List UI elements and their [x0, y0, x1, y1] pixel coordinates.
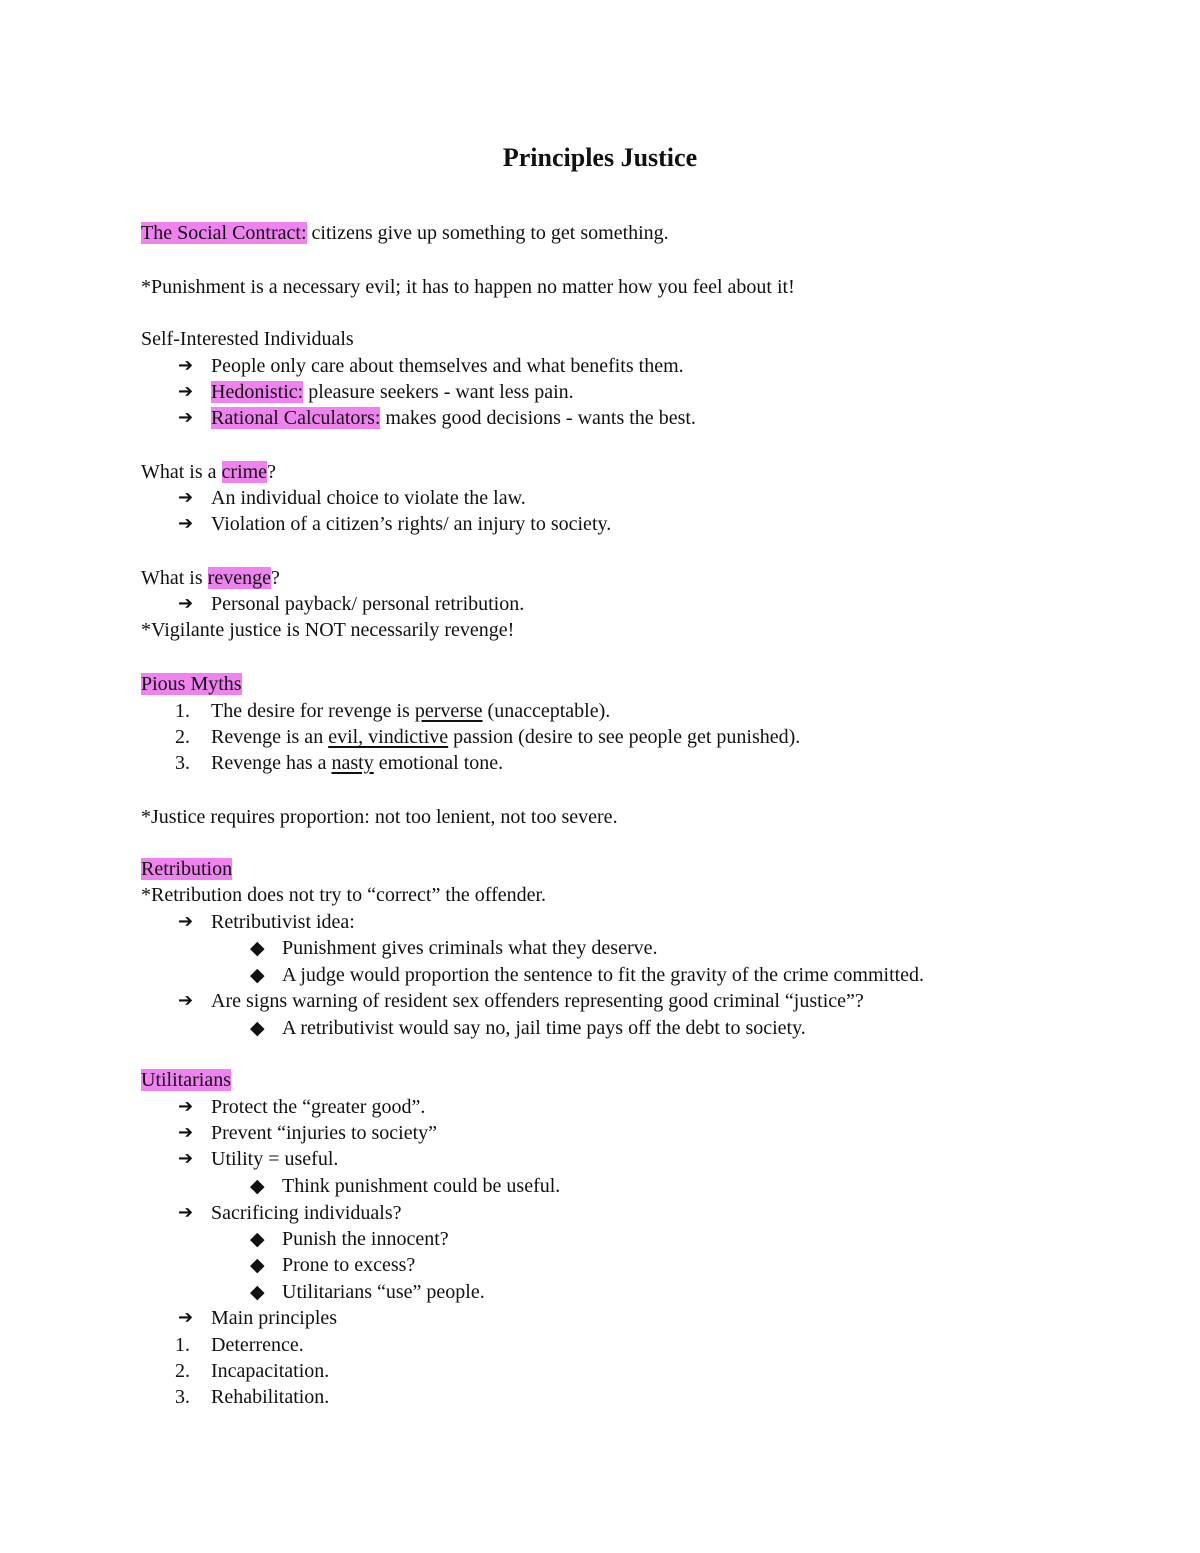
retribution-term: Retribution — [141, 858, 233, 880]
list-subitem: Punishment gives criminals what they deserve. — [282, 937, 658, 959]
crime-term: crime — [221, 461, 268, 483]
diamond-bullet-icon: ◆ — [250, 1228, 265, 1250]
diamond-bullet-icon: ◆ — [250, 964, 265, 986]
list-item: Prevent “injuries to society” — [211, 1122, 438, 1144]
list-item: Deterrence. — [211, 1334, 304, 1356]
justice-note: *Justice requires proportion: not too lenient, not too severe. — [141, 806, 618, 828]
diamond-bullet-icon: ◆ — [250, 1281, 265, 1303]
list-item: People only care about themselves and what benefits them. — [211, 355, 684, 377]
list-subitem: A retributivist would say no, jail time pays off the debt to society. — [282, 1017, 806, 1039]
list-item: Incapacitation. — [211, 1360, 330, 1382]
arrow-bullet-icon: ➔ — [178, 381, 194, 402]
list-item: Violation of a citizen’s rights/ an injury to society. — [211, 513, 612, 535]
myth-1-text-b: (unacceptable). — [482, 700, 611, 722]
list-item: Main principles — [211, 1307, 338, 1329]
myth-2-text-b: passion (desire to see people get punished). — [448, 726, 801, 748]
myth-1-underlined: perverse — [414, 700, 483, 722]
arrow-bullet-icon: ➔ — [178, 1307, 194, 1328]
social-contract-line — [141, 220, 669, 246]
myth-2-underlined: evil, vindictive — [328, 726, 449, 748]
list-item — [211, 698, 610, 724]
list-item: Rehabilitation. — [211, 1386, 330, 1408]
crime-question-prefix: What is a — [141, 461, 222, 483]
arrow-bullet-icon: ➔ — [178, 1096, 194, 1117]
list-number: 1. — [175, 700, 190, 722]
list-number: 3. — [175, 1386, 190, 1408]
arrow-bullet-icon: ➔ — [178, 1202, 194, 1223]
hedonistic-text: pleasure seekers - want less pain. — [303, 381, 574, 403]
list-item — [211, 379, 574, 405]
diamond-bullet-icon: ◆ — [250, 937, 265, 959]
revenge-question-prefix: What is — [141, 567, 208, 589]
list-item: Personal payback/ personal retribution. — [211, 593, 525, 615]
crime-question-suffix: ? — [267, 461, 276, 483]
retribution-heading — [141, 856, 232, 882]
pious-myths-term: Pious Myths — [141, 673, 242, 695]
list-subitem: Think punishment could be useful. — [282, 1175, 561, 1197]
myth-1-text-a: The desire for revenge is — [211, 700, 415, 722]
social-contract-text: citizens give up something to get something. — [306, 222, 669, 244]
arrow-bullet-icon: ➔ — [178, 911, 194, 932]
self-interested-heading: Self-Interested Individuals — [141, 328, 354, 350]
list-number: 3. — [175, 752, 190, 774]
vigilante-note: *Vigilante justice is NOT necessarily revenge! — [141, 619, 515, 641]
list-item: Are signs warning of resident sex offenders representing good criminal “justice”? — [211, 990, 864, 1012]
list-subitem: Utilitarians “use” people. — [282, 1281, 485, 1303]
list-item: Retributivist idea: — [211, 911, 355, 933]
list-subitem: A judge would proportion the sentence to fit the gravity of the crime committed. — [282, 964, 925, 986]
list-item: Protect the “greater good”. — [211, 1096, 426, 1118]
list-item: Sacrificing individuals? — [211, 1202, 402, 1224]
list-item — [211, 405, 696, 431]
list-subitem: Punish the innocent? — [282, 1228, 449, 1250]
pious-myths-heading — [141, 671, 242, 697]
utilitarians-heading — [141, 1067, 231, 1093]
revenge-question-suffix: ? — [270, 567, 280, 589]
list-number: 1. — [175, 1334, 190, 1356]
crime-question — [141, 459, 276, 485]
list-item — [211, 750, 503, 776]
list-subitem: Prone to excess? — [282, 1254, 416, 1276]
arrow-bullet-icon: ➔ — [178, 990, 194, 1011]
retribution-note: *Retribution does not try to “correct” the offender. — [141, 884, 547, 906]
page-title: Principles Justice — [502, 143, 698, 172]
list-number: 2. — [175, 726, 190, 748]
arrow-bullet-icon: ➔ — [178, 487, 194, 508]
myth-3-text-a: Revenge has a — [211, 752, 332, 774]
diamond-bullet-icon: ◆ — [250, 1017, 265, 1039]
arrow-bullet-icon: ➔ — [178, 1122, 194, 1143]
arrow-bullet-icon: ➔ — [178, 513, 194, 534]
rational-calculators-term: Rational Calculators: — [211, 407, 381, 429]
diamond-bullet-icon: ◆ — [250, 1254, 265, 1276]
punishment-note: *Punishment is a necessary evil; it has to happen no matter how you feel about it! — [141, 276, 795, 298]
utilitarians-term: Utilitarians — [141, 1069, 231, 1091]
list-item: An individual choice to violate the law. — [211, 487, 526, 509]
rational-calculators-text: makes good decisions - wants the best. — [380, 407, 696, 429]
revenge-question — [141, 565, 280, 591]
list-item: Utility = useful. — [211, 1148, 339, 1170]
revenge-term: revenge — [207, 567, 271, 589]
diamond-bullet-icon: ◆ — [250, 1175, 265, 1197]
myth-3-underlined: nasty — [331, 752, 374, 774]
myth-3-text-b: emotional tone. — [373, 752, 504, 774]
arrow-bullet-icon: ➔ — [178, 593, 194, 614]
list-number: 2. — [175, 1360, 190, 1382]
hedonistic-term: Hedonistic: — [211, 381, 304, 403]
list-item — [211, 724, 800, 750]
arrow-bullet-icon: ➔ — [178, 1148, 194, 1169]
myth-2-text-a: Revenge is an — [211, 726, 329, 748]
social-contract-term: The Social Contract: — [141, 222, 307, 244]
arrow-bullet-icon: ➔ — [178, 355, 194, 376]
arrow-bullet-icon: ➔ — [178, 407, 194, 428]
